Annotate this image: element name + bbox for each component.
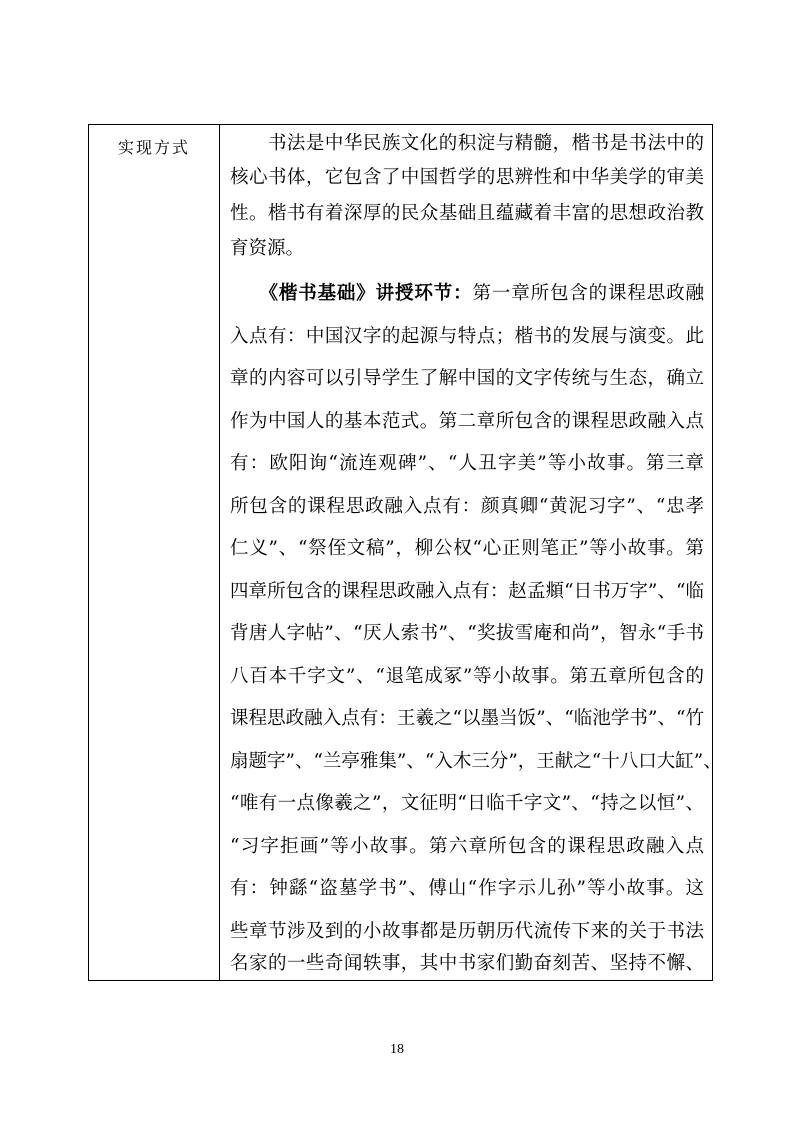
text-line: 入点有：中国汉字的起源与特点；楷书的发展与演变。此 [230,326,704,347]
text-line: 章的内容可以引导学生了解中国的文字传统与生态，确立 [230,368,704,389]
text-line: 些章节涉及到的小故事都是历朝历代流传下来的关于书法 [230,921,704,942]
text-line: 名家的一些奇闻轶事，其中书家们勤奋刻苦、坚持不懈、 [230,953,704,974]
text-line: 核心书体，它包含了中国哲学的思辨性和中华美学的审美 [230,167,704,188]
text-line: “习字拒画”等小故事。第六章所包含的课程思政融入点 [230,836,704,857]
section-lead: 《楷书基础》讲授环节： [230,283,473,304]
text-line: 性。楷书有着深厚的民众基础且蕴藏着丰富的思想政治教 [230,203,704,224]
text-line [230,281,704,307]
content-table [88,124,722,981]
text-line: 作为中国人的基本范式。第二章所包含的课程思政融入点 [230,411,704,432]
text-line: 有：钟繇“盗墓学书”、傅山“作字示儿孙”等小故事。这 [230,878,704,899]
text-line: 所包含的课程思政融入点有：颜真卿“黄泥习字”、“忠孝 [230,496,704,517]
text-line: 仁义”、“祭侄文稿”，柳公权“心正则笔正”等小故事。第 [230,538,704,559]
content-cell [220,125,722,980]
label-cell [89,125,220,980]
text-line: 育资源。 [230,238,305,259]
text-line: 四章所包含的课程思政融入点有：赵孟頫“日书万字”、“临 [230,581,704,602]
text-line: 背唐人字帖”、“厌人索书”、“奖拔雪庵和尚”，智永“手书 [230,623,704,644]
text-line: 八百本千字文”、“退笔成冢”等小故事。第五章所包含的 [230,666,704,687]
text-line: 书法是中华民族文化的积淀与精髓，楷书是书法中的 [230,133,704,154]
page-number: 18 [390,1042,404,1057]
text-line: 课程思政融入点有：王羲之“以墨当饭”、“临池学书”、“竹 [230,708,704,729]
row-label: 实现方式 [117,138,190,157]
text-line: 扇题字”、“兰亭雅集”、“入木三分”，王献之“十八口大缸”、 [230,751,722,772]
text-line: “唯有一点像羲之”，文征明“日临千字文”、“持之以恒”、 [230,793,704,814]
section-lead-rest: 第一章所包含的课程思政融 [472,283,704,304]
text-line: 有：欧阳询“流连观碑”、“人丑字美”等小故事。第三章 [230,453,704,474]
